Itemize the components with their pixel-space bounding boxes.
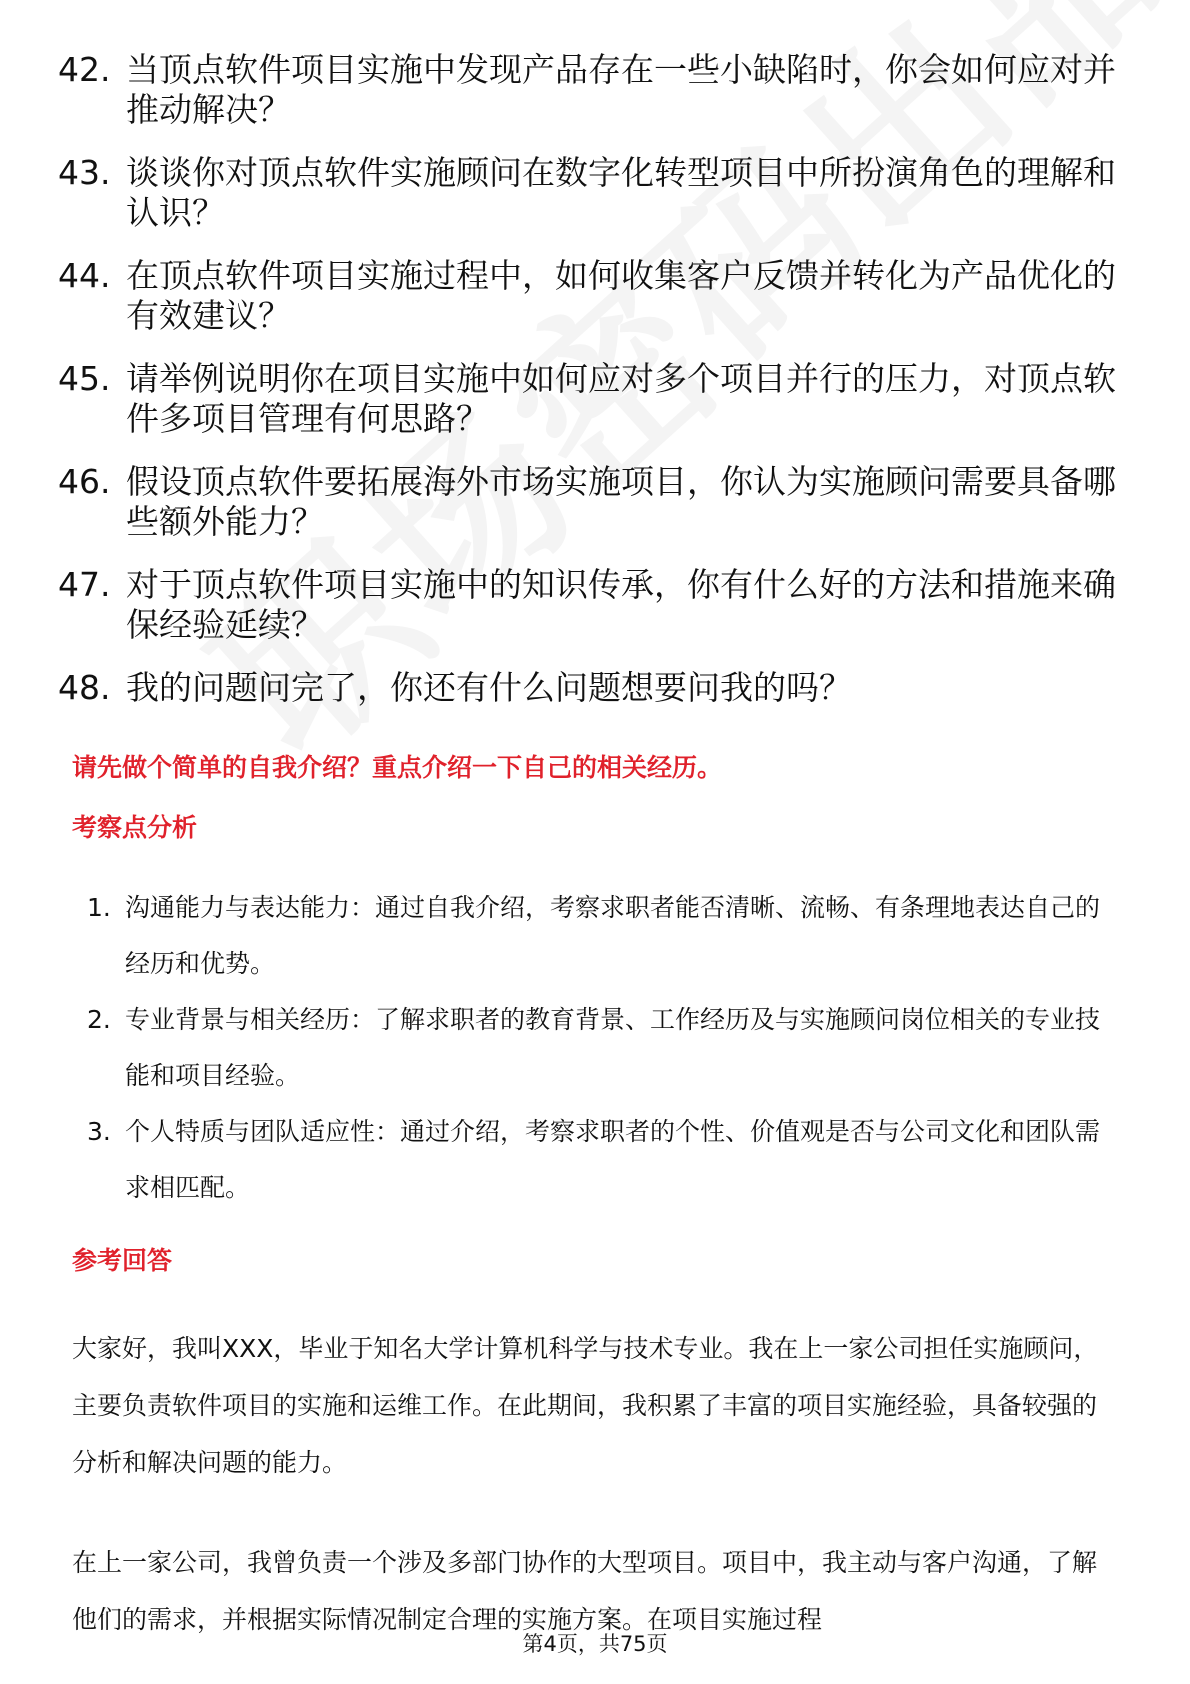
question-list	[58, 50, 1118, 731]
analysis-item	[72, 1104, 1122, 1216]
question-number: 46.	[58, 462, 111, 501]
answer-heading: 参考回答	[72, 1246, 173, 1275]
analysis-list	[72, 880, 1122, 1216]
question-item	[58, 153, 1118, 233]
page-number: 第4页，共75页	[522, 1632, 668, 1656]
question-title: 请先做个简单的自我介绍？重点介绍一下自己的相关经历。	[72, 753, 723, 782]
question-text: 在顶点软件项目实施过程中，如何收集客户反馈并转化为产品优化的有效建议？	[126, 256, 1116, 335]
question-text: 假设顶点软件要拓展海外市场实施项目，你认为实施顾问需要具备哪些额外能力？	[126, 462, 1116, 541]
analysis-text: 专业背景与相关经历：了解求职者的教育背景、工作经历及与实施顾问岗位相关的专业技能和项目经验。	[125, 1005, 1101, 1090]
question-text: 当顶点软件项目实施中发现产品存在一些小缺陷时，你会如何应对并推动解决？	[126, 50, 1116, 129]
question-text: 我的问题问完了，你还有什么问题想要问我的吗？	[126, 668, 852, 707]
analysis-number: 1.	[87, 893, 111, 922]
analysis-item	[72, 992, 1122, 1104]
question-item	[58, 256, 1118, 336]
question-number: 48.	[58, 668, 111, 707]
analysis-number: 3.	[87, 1117, 111, 1146]
question-number: 45.	[58, 359, 111, 398]
question-item	[58, 462, 1118, 542]
question-number: 44.	[58, 256, 111, 295]
question-item	[58, 50, 1118, 130]
question-number: 42.	[58, 50, 111, 89]
analysis-number: 2.	[87, 1005, 111, 1034]
question-number: 47.	[58, 565, 111, 604]
analysis-text: 个人特质与团队适应性：通过介绍，考察求职者的个性、价值观是否与公司文化和团队需求相匹配。	[125, 1117, 1101, 1202]
answer-paragraph: 在上一家公司，我曾负责一个涉及多部门协作的大型项目。项目中，我主动与客户沟通，了解他们的需求，并根据实际情况制定合理的实施方案。在项目实施过程	[72, 1548, 1098, 1634]
question-item	[58, 359, 1118, 439]
answer-paragraph: 大家好，我叫XXX，毕业于知名大学计算机科学与技术专业。我在上一家公司担任实施顾问，主要负责软件项目的实施和运维工作。在此期间，我积累了丰富的项目实施经验，具备较强的分析和解决问题的能力。	[72, 1334, 1099, 1477]
question-item	[58, 565, 1118, 645]
analysis-heading: 考察点分析	[72, 813, 198, 842]
question-number: 43.	[58, 153, 111, 192]
question-text: 对于顶点软件项目实施中的知识传承，你有什么好的方法和措施来确保经验延续？	[126, 565, 1116, 644]
question-text: 谈谈你对顶点软件实施顾问在数字化转型项目中所扮演角色的理解和认识？	[126, 153, 1116, 232]
analysis-text: 沟通能力与表达能力：通过自我介绍，考察求职者能否清晰、流畅、有条理地表达自己的经历和优势。	[125, 893, 1101, 978]
question-item	[58, 668, 1118, 708]
question-text: 请举例说明你在项目实施中如何应对多个项目并行的压力，对顶点软件多项目管理有何思路？	[126, 359, 1116, 438]
analysis-item	[72, 880, 1122, 992]
